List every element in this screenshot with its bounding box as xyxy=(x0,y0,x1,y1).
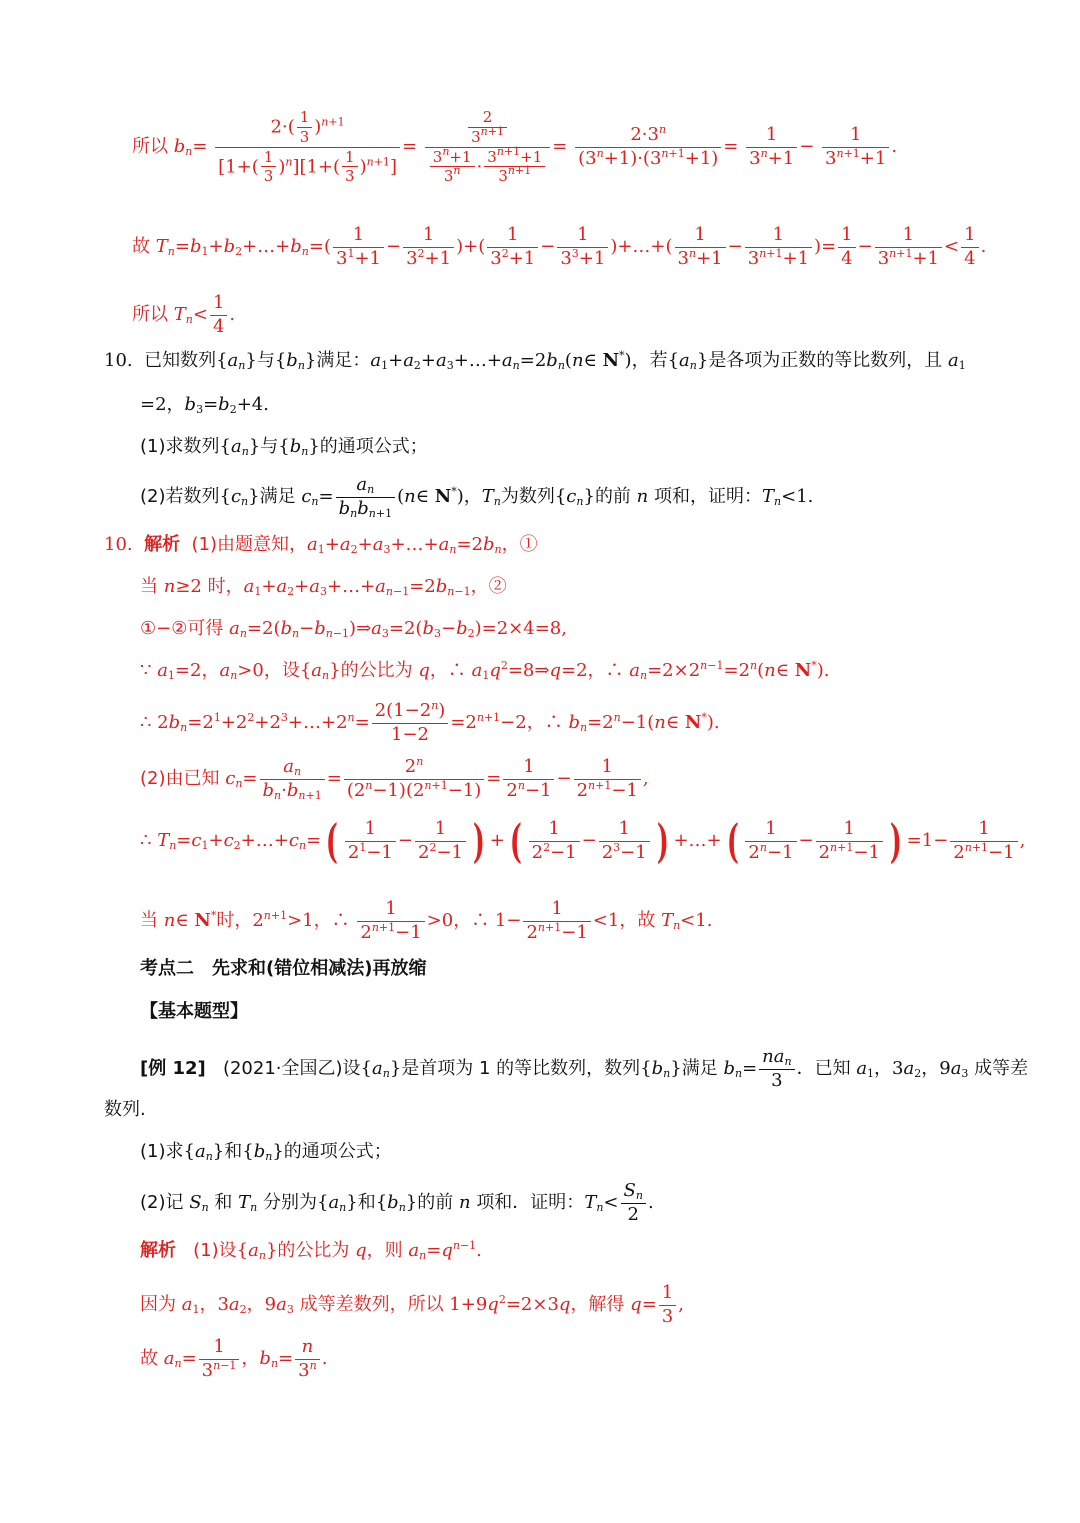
a10-line4: ∵ $a_1=2$，$a_n>0$，设$\{a_n\}$的公比为 q，∴ $a_1q^2=8\Rightarrow q=2$，∴ $a_n=2\times 2^{n-1}=2^n(n\in$ N*). xyxy=(140,659,830,682)
label-jiexi: 解析 xyxy=(140,1240,176,1261)
fraction: $\frac{2}{3^{n+1}}$ $\frac{3^n+1}{3^n}$ · $\frac{3^{n+1}+1}{3^{n+1}}$ xyxy=(425,108,550,186)
a10-line5: ∴ $2b_n=2^1+2^2+2^3+\dots+2^n=$ $\frac{2(1-2^n)}{1-2}$ $=2^{n+1}-2$，∴ $b_n=2^n-1(n\in$ N*). xyxy=(140,699,720,745)
a12-line1: 解析 (1)设$\{a_n\}$的公比为 q，则 $a_n=q^{n-1}$. xyxy=(140,1239,482,1262)
q10-part2: (2)若数列$\{c_n\}$满足 $c_n=$ $\frac{a_n}{b_nb_{n+1}}$ (n∈ N*)，$T_n$为数列$\{c_n\}$的前 n 项和，证明：$T_n<1$. xyxy=(140,474,814,520)
line-tn-sum: 故 $T_n=b_1+b_2+\dots+b_n=$( $\frac{1}{3^1+1}$ − $\frac{1}{3^2+1}$ )+( $\frac{1}{3^2+1}$ − $\frac{1}{3^3+1}$ )+…+( $\frac{1}{3^n+1}$ − $\frac{1}{3^{n+1}+1}$ )= $\frac{1}{4}$ − $\frac{1}{3^{n+1}+1}$ < $\frac{1}{4}$ . xyxy=(132,224,987,269)
fraction: $\frac{2\cdot 3^n}{(3^n+1)\cdot(3^{n+1}+1)}$ xyxy=(575,124,721,170)
a10-line7: ∴ $T_n=c_1+c_2+\dots+c_n=$ ( $\frac{1}{2^1-1}$ − $\frac{1}{2^2-1}$ ) + ( $\frac{1}{2^2-1}$ − $\frac{1}{2^3-1}$ ) +…+ ( $\frac{1}{2^n-1}$ − $\frac{1}{2^{n+1}-1}$ ) =1− $\frac{1}{2^{n+1}-1}$ , xyxy=(140,814,1026,868)
sub-heading: 【基本题型】 xyxy=(140,1001,248,1022)
text-suoyi: 所以 xyxy=(132,136,168,157)
fraction: 2·( $\frac{1}{3}$ )$^{n+1}$ [1+( $\frac{1}{3}$ )$^n$][1+( $\frac{1}{3}$ )$^{n+1}$] xyxy=(215,108,400,186)
line-bn-formula: 所以 $b_n=$ 2·( $\frac{1}{3}$ )$^{n+1}$ [1+( $\frac{1}{3}$ )$^n$][1+( $\frac{1}{3}$ )$^{n+1}$] = $\frac{2}{3^{n+1}}$ $\frac{3^n+1}{3^n}$ · $\frac{3^{n+1}+1}{3^{n+1}}$ = $\frac{2\cdot 3^n}{(3^n+1)\cdot(3^{n+1}+1)}$ = $\frac{1}{3^n+1}$ − $\frac{1}{3^{n+1}+1}$ . xyxy=(132,108,898,186)
a12-line2: 因为 $a_1$，$3a_2$，$9a_3$ 成等差数列，所以 $1+9q^2=2\times 3q$，解得 q= $\frac{1}{3}$ , xyxy=(140,1282,684,1327)
a12-line3: 故 $a_n=$ $\frac{1}{3^{n-1}}$ ，$b_n=$ $\frac{n}{3^n}$ . xyxy=(140,1336,328,1381)
example-label: [例 12] xyxy=(140,1058,206,1079)
line-tn-conclusion: 所以 $T_n<$ $\frac{1}{4}$ . xyxy=(132,292,236,337)
section-heading: 考点二 先求和(错位相减法)再放缩 xyxy=(140,958,427,979)
a10-line6: (2)由已知 $c_n=$ $\frac{a_n}{b_n\cdot b_{n+1}}$ = $\frac{2^n}{(2^n-1)(2^{n+1}-1)}$ = $\frac{1}{2^n-1}$ − $\frac{1}{2^{n+1}-1}$ , xyxy=(140,755,649,802)
text-gu: 故 xyxy=(132,236,150,257)
a10-line2: 当 n≥2 时，$a_1+a_2+a_3+\dots+a_{n-1}=2b_{n-1}$，② xyxy=(140,576,507,598)
q10-stem-cont: =2，$b_3=b_2+4$. xyxy=(140,394,269,416)
a10-line1: 10. 解析 (1)由题意知，$a_1+a_2+a_3+\dots+a_n=2b_n$，① xyxy=(104,534,538,556)
q10-stem: 10. 已知数列$\{a_n\}$与$\{b_n\}$满足：$a_1+a_2+a_3+\dots+a_n=2b_n(n\in$ N*)，若$\{a_n\}$是各项为正数的等比数列，且 $a_1$ xyxy=(104,349,966,372)
a10-line3: ①−②可得 $a_n=2(b_n-b_{n-1})\Rightarrow a_3=2(b_3-b_2)=2\times 4=8$, xyxy=(140,618,567,640)
text-suoyi: 所以 xyxy=(132,304,168,325)
ex12-stem: [例 12] (2021·全国乙)设$\{a_n\}$是首项为 1 的等比数列，数列$\{b_n\}$满足 $b_n=$ $\frac{na_n}{3}$ ．已知 $a_1$，$3a_2$，$9a_3$ 成等差 xyxy=(140,1046,1029,1091)
q10-part1: (1)求数列$\{a_n\}$与$\{b_n\}$的通项公式； xyxy=(140,436,428,458)
a10-line8: 当 n∈ N*时，$2^{n+1}>1$，∴ $\frac{1}{2^{n+1}-1}$ >0，∴ 1− $\frac{1}{2^{n+1}-1}$ <1，故 $T_n<1$. xyxy=(140,898,713,943)
ex12-part2: (2)记 $S_n$ 和 $T_n$ 分别为$\{a_n\}$和$\{b_n\}$的前 n 项和．证明：$T_n<$ $\frac{S_n}{2}$ . xyxy=(140,1180,654,1225)
q10-number: 10. xyxy=(104,350,133,371)
ex12-part1: (1)求$\{a_n\}$和$\{b_n\}$的通项公式； xyxy=(140,1141,392,1163)
label-jiexi: 解析 xyxy=(144,534,181,555)
ex12-stem-cont: 数列. xyxy=(104,1099,146,1120)
